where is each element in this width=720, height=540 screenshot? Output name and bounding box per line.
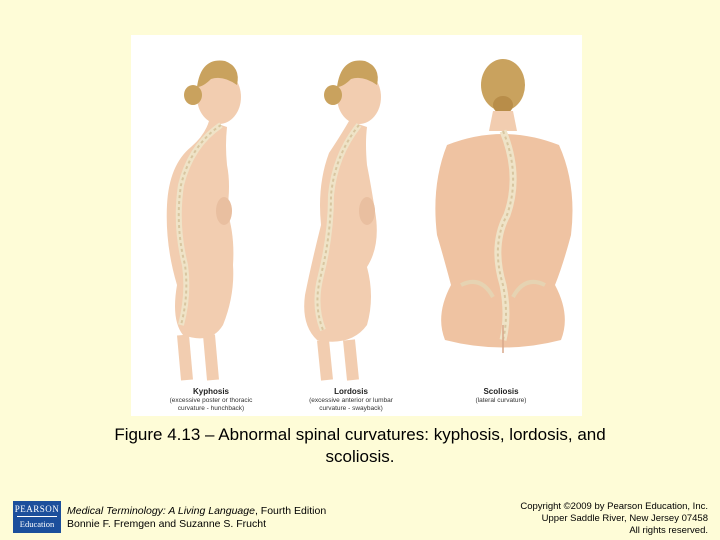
- book-title-line: [67, 505, 326, 518]
- logo-divider: [17, 516, 57, 517]
- lordosis-description-line: (excessive anterior or lumbar: [309, 397, 393, 404]
- copyright-notice: [448, 501, 708, 537]
- caption-line-1: Figure 4.13 – Abnormal spinal curvatures: kyphosis, lordosis, and: [114, 425, 606, 444]
- book-edition: , Fourth Edition: [254, 505, 327, 517]
- lordosis-label: Lordosis: [334, 387, 368, 396]
- pearson-education-logo: [13, 501, 61, 533]
- lordosis-description-line: curvature - swayback): [319, 405, 383, 412]
- kyphosis-figure: [167, 61, 241, 380]
- figure-caption: [40, 424, 680, 468]
- copyright-line-1: Copyright ©2009 by Pearson Education, Inc.: [520, 501, 708, 512]
- spinal-curvature-figure: [131, 35, 582, 416]
- logo-top-text: PEARSON: [14, 504, 60, 514]
- caption-line-2: scoliosis.: [325, 447, 395, 466]
- logo-bottom-text: Education: [19, 519, 55, 529]
- scoliosis-description: [426, 397, 576, 405]
- kyphosis-description-line: curvature - hunchback): [177, 405, 245, 412]
- lordosis-description: [276, 397, 426, 413]
- lordosis-figure: [304, 61, 381, 380]
- copyright-line-3: All rights reserved.: [629, 525, 708, 536]
- kyphosis-label: Kyphosis: [192, 387, 229, 396]
- book-citation: [67, 505, 326, 531]
- scoliosis-figure: [435, 59, 572, 353]
- scoliosis-description-line: (lateral curvature): [475, 397, 527, 404]
- book-authors: Bonnie F. Fremgen and Suzanne S. Frucht: [67, 518, 267, 530]
- copyright-line-2: Upper Saddle River, New Jersey 07458: [541, 513, 708, 524]
- figure-illustration: [131, 35, 582, 416]
- scoliosis-label: Scoliosis: [483, 387, 519, 396]
- kyphosis-description: [136, 397, 286, 413]
- kyphosis-description-line: (excessive poster or thoracic: [169, 397, 253, 404]
- book-title: Medical Terminology: A Living Language: [67, 505, 255, 517]
